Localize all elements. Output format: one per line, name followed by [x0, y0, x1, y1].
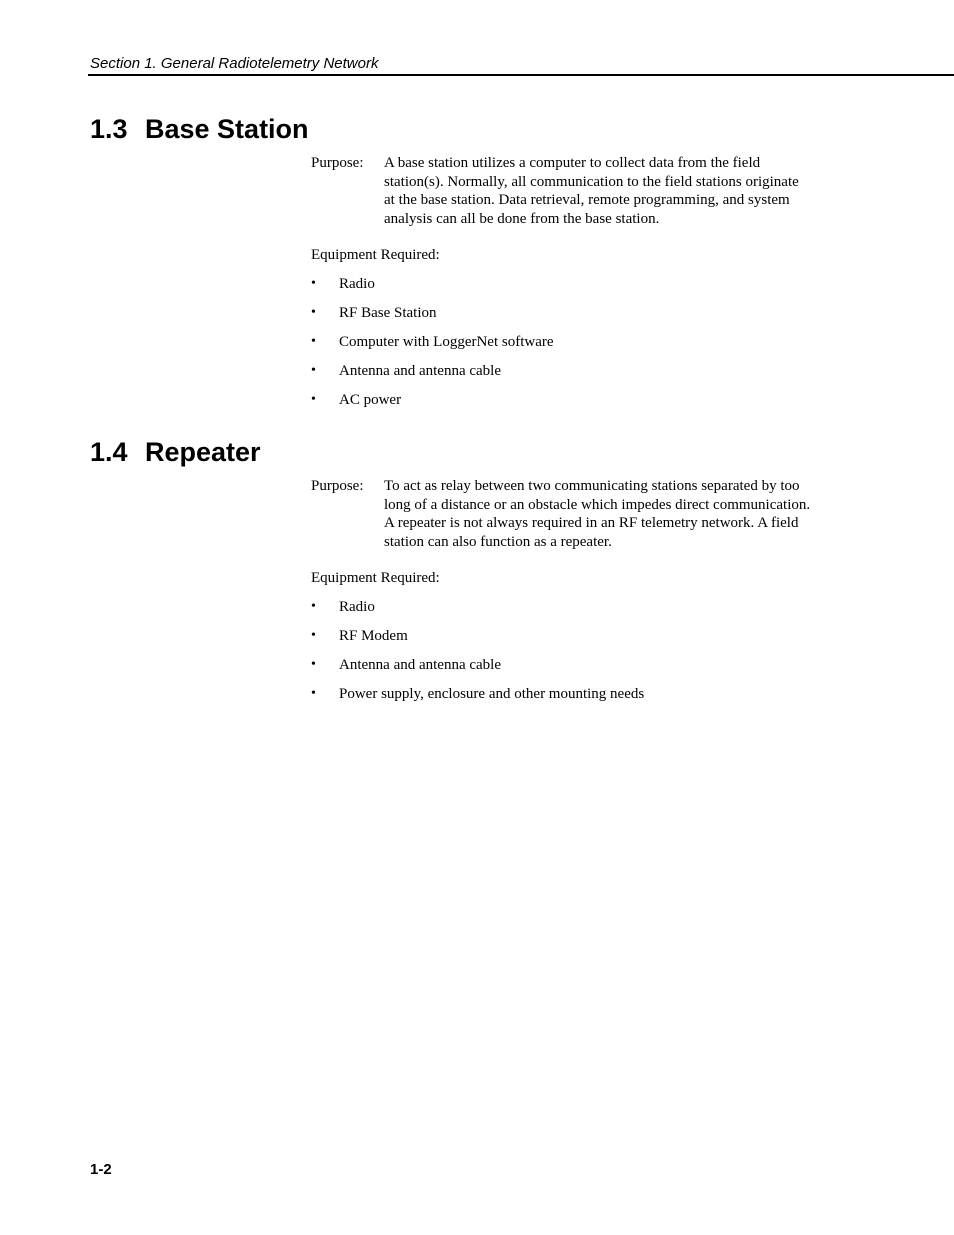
list-item [311, 598, 811, 627]
bullet-icon: • [311, 627, 316, 643]
list-item-text: RF Base Station [339, 304, 437, 321]
bullet-icon: • [311, 598, 316, 614]
list-item [311, 627, 811, 656]
bullet-icon: • [311, 362, 316, 378]
section-number: 1.3 [90, 114, 128, 144]
page-number: 1-2 [90, 1161, 112, 1178]
list-item [311, 275, 811, 304]
equipment-list [311, 275, 811, 420]
section-body-base-station [311, 154, 811, 420]
purpose-paragraph [311, 154, 811, 228]
list-item-text: Power supply, enclosure and other mounting needs [339, 685, 645, 702]
bullet-icon: • [311, 275, 316, 291]
list-item [311, 391, 811, 420]
purpose-label: Purpose: [311, 478, 364, 494]
bullet-icon: • [311, 656, 316, 672]
bullet-icon: • [311, 391, 316, 407]
header-rule [88, 74, 954, 76]
list-item [311, 304, 811, 333]
purpose-label: Purpose: [311, 155, 364, 171]
section-title: Repeater [145, 437, 261, 467]
list-item-text: Computer with LoggerNet software [339, 333, 554, 350]
purpose-text: A base station utilizes a computer to collect data from the field station(s). Normally, all communication to the field stations originate at the base station. Data retrieval, remote programming, and system analysis can all be done from the base station. [384, 155, 799, 227]
section-number: 1.4 [90, 437, 128, 467]
list-item-text: Antenna and antenna cable [339, 362, 502, 379]
equipment-list [311, 598, 811, 714]
list-item [311, 362, 811, 391]
section-heading-base-station [90, 113, 309, 145]
list-item-text: Radio [339, 275, 375, 292]
list-item-text: Radio [339, 598, 375, 615]
purpose-paragraph [311, 477, 811, 551]
purpose-text: To act as relay between two communicating stations separated by too long of a distance or an obstacle which impedes direct communication. A repeater is not always required in an RF telemetry network. A field station can also function as a repeater. [384, 478, 811, 550]
bullet-icon: • [311, 304, 316, 320]
running-header: Section 1. General Radiotelemetry Network [90, 55, 379, 72]
bullet-icon: • [311, 685, 316, 701]
list-item [311, 656, 811, 685]
list-item-text: AC power [339, 391, 402, 408]
equipment-label: Equipment Required: [311, 570, 440, 586]
bullet-icon: • [311, 333, 316, 349]
list-item-text: Antenna and antenna cable [339, 656, 502, 673]
section-title: Base Station [145, 114, 309, 144]
list-item [311, 685, 811, 714]
section-body-repeater [311, 477, 811, 714]
equipment-label: Equipment Required: [311, 247, 440, 263]
list-item [311, 333, 811, 362]
list-item-text: RF Modem [339, 627, 408, 644]
section-heading-repeater [90, 436, 261, 468]
